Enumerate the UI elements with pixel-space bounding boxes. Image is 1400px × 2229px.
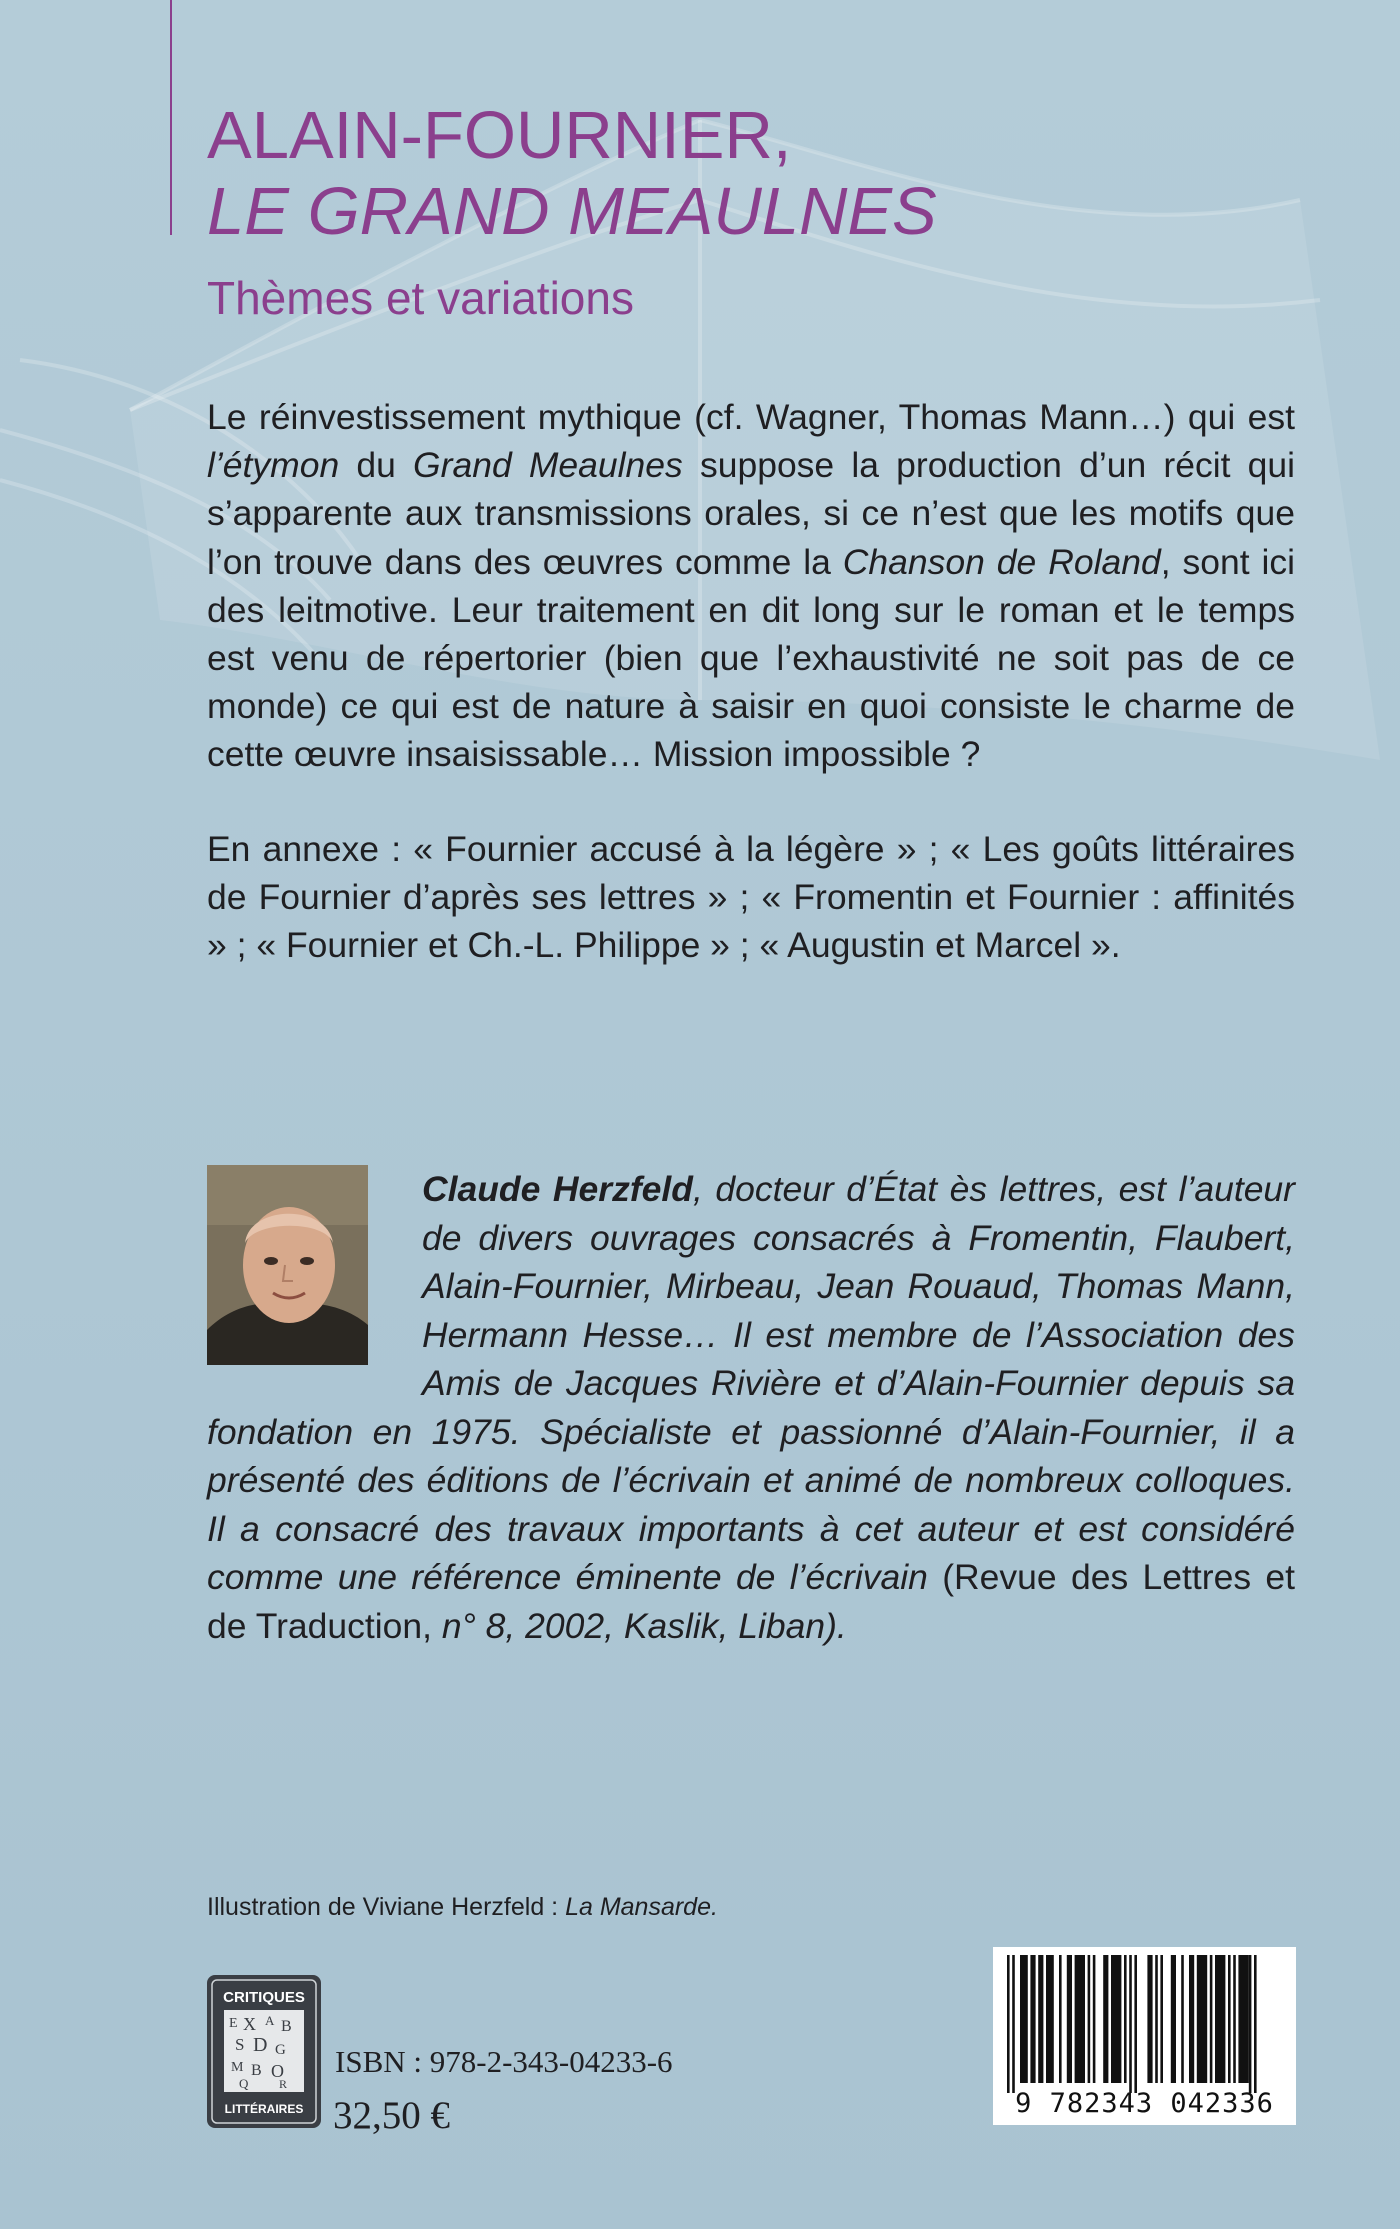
blurb-paragraph-annex: En annexe : « Fournier accusé à la légère » ; « Les goûts littéraires de Fournier d’après ses lettres » ; « Fromentin et Fournier : affinités » ; « Fournier et Ch.-L. Philippe » ; « Augustin et Marcel ».	[207, 828, 1295, 966]
barcode-bar	[1075, 1955, 1085, 2083]
author-name: Claude Herzfeld	[422, 1169, 693, 1209]
svg-text:B: B	[251, 2062, 262, 2079]
svg-text:D: D	[253, 2034, 268, 2056]
barcode-bar	[1030, 1955, 1035, 2083]
price: 32,50 €	[333, 2094, 450, 2137]
barcode-bar	[1093, 1955, 1096, 2083]
blurb-text-run: suppose la production d’un récit qui s’apparente aux transmissions orales, si ce n’est que les motifs que l’on trouve dans des œuvres comme la	[207, 445, 1295, 582]
barcode-bar	[1228, 1955, 1231, 2083]
illustration-credit	[207, 1893, 718, 1922]
blurb-text-run: , sont ici des leitmotive. Leur traitement en dit long sur le roman et le temps est venu de répertorier (bien que l’exhaustivité ne soit pas de ce monde) ce qui est de nature à saisir en quoi consiste le charme de cette œuvre insaisissable… Mission impossible ?	[207, 541, 1295, 775]
barcode-bar	[1012, 1955, 1015, 2093]
bio-text-main: , docteur d’État ès lettres, est l’auteur de divers ouvrages consacrés à Fromentin, Flaubert, Alain-Fournier, Mirbeau, Jean Rouaud, Thomas Mann, Hermann Hesse… Il est membre de l’Association des Amis de Jacques Rivière et d’Alain-Fournier depuis sa fondation en 1975. Spécialiste et passionné d’Alain-Fournier, il a présenté des éditions de l’écrivain et animé de nombreux colloques. Il a consacré des travaux importants à cet auteur et est considéré comme une référence éminente de l’écrivain	[207, 1169, 1296, 1597]
barcode-bar	[1155, 1955, 1158, 2083]
barcode-bar	[1088, 1955, 1091, 2083]
barcode-bar	[1210, 1955, 1213, 2083]
barcode-bar	[1160, 1955, 1163, 2083]
illustration-credit-prefix: Illustration de Viviane Herzfeld :	[207, 1893, 566, 1921]
barcode-bar	[1046, 1955, 1054, 2083]
svg-text:B: B	[281, 2018, 292, 2035]
blurb-italic-term: Chanson de Roland	[842, 541, 1161, 582]
book-title	[207, 98, 937, 250]
barcode-bar	[1189, 1955, 1194, 2083]
svg-text:X: X	[243, 2014, 256, 2034]
barcode-bar	[1238, 1955, 1248, 2083]
svg-text:G: G	[275, 2042, 286, 2058]
ean-barcode	[993, 1947, 1296, 2125]
blurb-italic-term: l’étymon	[207, 445, 340, 486]
svg-text:O: O	[271, 2061, 284, 2081]
barcode-bar	[1249, 1955, 1252, 2093]
barcode-bar	[1233, 1955, 1236, 2083]
book-title-author: ALAIN-FOURNIER,	[207, 98, 792, 173]
blurb-paragraph-1	[207, 393, 1295, 779]
critiques-litteraires-logo	[207, 1975, 321, 2128]
barcode-bar	[1171, 1955, 1176, 2083]
author-biography	[207, 1165, 1295, 1650]
barcode-bar	[1134, 1955, 1137, 2093]
barcode-digits: 9 782343 042336	[1015, 2088, 1274, 2119]
blurb-text-run: du	[339, 445, 414, 486]
barcode-bar	[1129, 1955, 1132, 2093]
barcode-bar	[1124, 1955, 1127, 2083]
photo-wrap-space	[207, 1165, 422, 1383]
svg-text:A: A	[265, 2013, 275, 2028]
back-cover-blurb	[207, 393, 1295, 969]
barcode-bar	[1103, 1955, 1108, 2083]
book-subtitle: Thèmes et variations	[207, 272, 634, 324]
book-title-work: LE GRAND MEAULNES	[207, 174, 937, 249]
barcode-bar	[1181, 1955, 1184, 2083]
barcode-bar	[1197, 1955, 1207, 2083]
illustration-title: La Mansarde.	[565, 1893, 718, 1921]
logo-top-label: CRITIQUES	[223, 1989, 305, 2006]
logo-bottom-label: LITTÉRAIRES	[224, 2102, 304, 2116]
blurb-italic-term: Grand Meaulnes	[413, 445, 683, 486]
barcode-bar	[1215, 1955, 1225, 2083]
barcode-bar	[1007, 1955, 1010, 2093]
svg-text:Q: Q	[239, 2076, 249, 2091]
isbn: ISBN : 978-2-343-04233-6	[335, 2044, 673, 2079]
svg-text:S: S	[235, 2035, 245, 2054]
barcode-bar	[1111, 1955, 1121, 2083]
barcode-bar	[1038, 1955, 1043, 2083]
svg-text:R: R	[279, 2077, 288, 2091]
accent-vertical-rule	[170, 0, 172, 235]
barcode-bar	[1147, 1955, 1152, 2083]
svg-text:E: E	[229, 2016, 238, 2031]
barcode-bar	[1059, 1955, 1062, 2083]
bio-source-title: (Revue des Lettres et de Traduction,	[207, 1557, 1296, 1646]
bio-source-detail: n° 8, 2002, Kaslik, Liban).	[431, 1605, 847, 1646]
barcode-bar	[1254, 1955, 1257, 2093]
barcode-bar	[1067, 1955, 1072, 2083]
svg-text:M: M	[231, 2060, 244, 2075]
barcode-bar	[1020, 1955, 1028, 2083]
blurb-text-run: Le réinvestissement mythique (cf. Wagner, Thomas Mann…) qui est	[207, 397, 1295, 437]
